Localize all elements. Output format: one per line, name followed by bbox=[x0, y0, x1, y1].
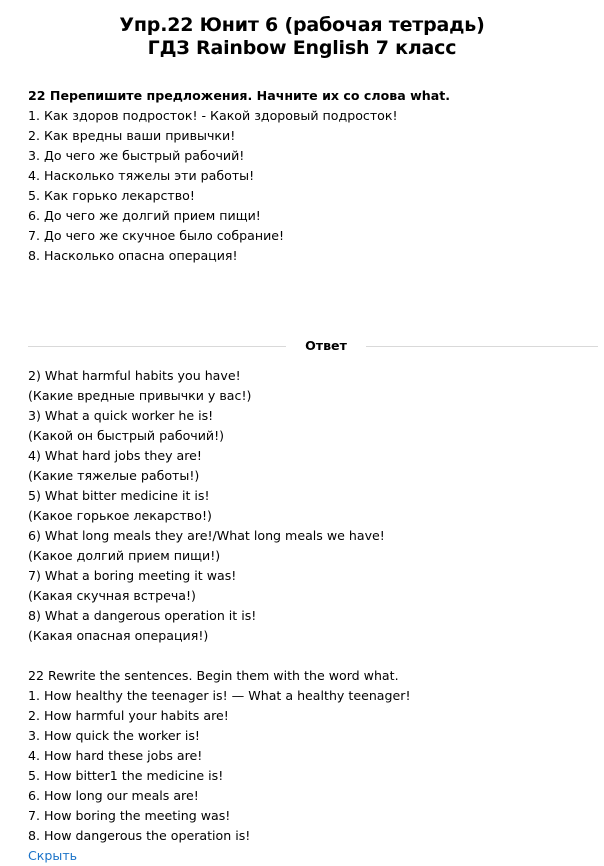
divider-rule-left bbox=[28, 346, 286, 347]
english-task-item: 1. How healthy the teenager is! — What a healthy teenager! bbox=[28, 688, 411, 703]
task-item: 4. Насколько тяжелы эти работы! bbox=[28, 168, 255, 183]
answer-line: (Какая опасная операция!) bbox=[28, 628, 209, 643]
answer-divider-label: Ответ bbox=[305, 338, 347, 353]
answer-line: 8) What a dangerous operation it is! bbox=[28, 608, 257, 623]
task-list bbox=[28, 106, 598, 266]
task-item: 7. До чего же скучное было собрание! bbox=[28, 228, 285, 243]
answer-line: (Какие вредные привычки у вас!) bbox=[28, 388, 252, 403]
task-item: 3. До чего же быстрый рабочий! bbox=[28, 148, 245, 163]
answer-line: (Какой он быстрый рабочий!) bbox=[28, 428, 225, 443]
task-item: 1. Как здоров подросток! - Какой здоровый подросток! bbox=[28, 108, 398, 123]
task-item: 5. Как горько лекарство! bbox=[28, 188, 195, 203]
english-task-item: 7. How boring the meeting was! bbox=[28, 808, 231, 823]
english-task-item: 5. How bitter1 the medicine is! bbox=[28, 768, 224, 783]
answer-line: 2) What harmful habits you have! bbox=[28, 368, 241, 383]
english-task-item: 8. How dangerous the operation is! bbox=[28, 828, 251, 843]
task-item: 2. Как вредны ваши привычки! bbox=[28, 128, 236, 143]
answer-list bbox=[28, 366, 598, 646]
english-task-list bbox=[28, 686, 598, 846]
exercise-content bbox=[28, 86, 598, 866]
english-task-item: 6. How long our meals are! bbox=[28, 788, 199, 803]
answer-line: (Какие тяжелые работы!) bbox=[28, 468, 200, 483]
answer-line: 4) What hard jobs they are! bbox=[28, 448, 202, 463]
english-task-item: 3. How quick the worker is! bbox=[28, 728, 200, 743]
page-title-line-2: ГДЗ Rainbow English 7 класс bbox=[147, 37, 457, 59]
answer-line: 5) What bitter medicine it is! bbox=[28, 488, 210, 503]
english-task-item: 4. How hard these jobs are! bbox=[28, 748, 203, 763]
answer-line: (Какое горькое лекарство!) bbox=[28, 508, 212, 523]
english-task-heading: 22 Rewrite the sentences. Begin them with the word what. bbox=[28, 668, 399, 683]
page-title-line-1: Упр.22 Юнит 6 (рабочая тетрадь) bbox=[119, 14, 485, 36]
english-task-item: 2. How harmful your habits are! bbox=[28, 708, 229, 723]
page-title bbox=[0, 14, 604, 60]
divider-rule-right bbox=[366, 346, 598, 347]
answer-line: (Какое долгий прием пищи!) bbox=[28, 548, 221, 563]
task-item: 8. Насколько опасна операция! bbox=[28, 248, 238, 263]
answer-line: 7) What a boring meeting it was! bbox=[28, 568, 237, 583]
answer-line: 3) What a quick worker he is! bbox=[28, 408, 214, 423]
task-item: 6. До чего же долгий прием пищи! bbox=[28, 208, 261, 223]
answer-line: (Какая скучная встреча!) bbox=[28, 588, 196, 603]
hide-answer-link[interactable]: Скрыть bbox=[28, 848, 78, 863]
task-heading: 22 Перепишите предложения. Начните их со слова what. bbox=[28, 88, 451, 103]
answer-line: 6) What long meals they are!/What long meals we have! bbox=[28, 528, 385, 543]
answer-divider bbox=[28, 330, 598, 364]
